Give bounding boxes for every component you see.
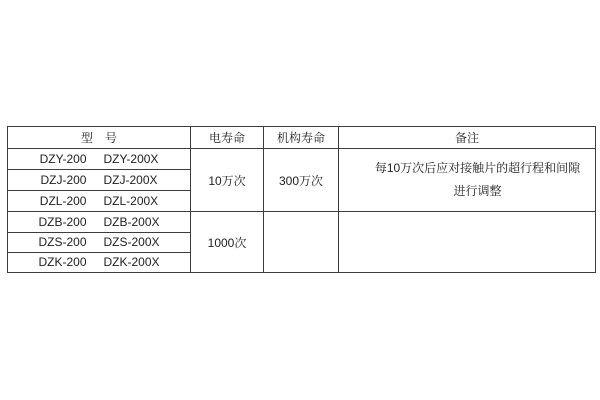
table-row [8, 149, 596, 170]
header-mechanical-life: 机构寿命 [264, 127, 339, 149]
model-name: DZJ-200X [103, 173, 158, 188]
model-name: DZJ-200 [40, 173, 87, 188]
model-name: DZB-200X [103, 214, 160, 229]
model-name: DZS-200X [103, 235, 160, 250]
model-name: DZY-200 [39, 152, 87, 167]
remarks-cell [339, 149, 596, 212]
model-cell [8, 232, 191, 252]
model-name: DZY-200X [103, 152, 159, 167]
header-remarks: 备注 [339, 127, 596, 149]
spec-table [7, 126, 596, 273]
remarks-cell [339, 212, 596, 273]
model-name: DZK-200X [103, 255, 160, 270]
table-header-row [8, 127, 596, 149]
model-cell [8, 149, 191, 170]
model-name: DZB-200 [38, 214, 87, 229]
header-model: 型 号 [8, 127, 191, 149]
electrical-life-cell: 10万次 [191, 149, 264, 212]
mechanical-life-cell: 300万次 [264, 149, 339, 212]
table-row [8, 212, 596, 232]
model-name: DZL-200 [39, 194, 87, 209]
model-cell [8, 212, 191, 232]
model-name: DZL-200X [103, 194, 159, 209]
model-name: DZK-200 [38, 255, 87, 270]
header-electrical-life: 电寿命 [191, 127, 264, 149]
remarks-line: 进行调整 [453, 184, 502, 199]
electrical-life-cell: 1000次 [191, 212, 264, 273]
model-cell [8, 252, 191, 272]
model-cell [8, 170, 191, 191]
model-cell [8, 191, 191, 212]
mechanical-life-cell [264, 212, 339, 273]
model-name: DZS-200 [38, 235, 87, 250]
remarks-line: 每10万次后应对接触片的超行程和间隙 [374, 161, 581, 176]
